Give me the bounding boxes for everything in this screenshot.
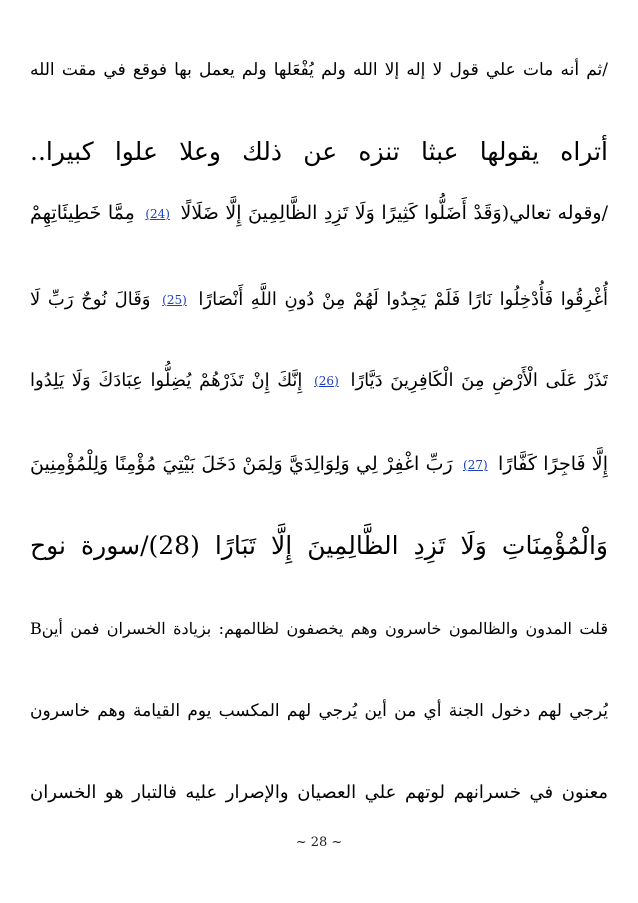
text-line-5 (30, 351, 608, 411)
line-text: Bقلت المدون والظالمون خاسرون وهم يخصفون لظالمهم: بزيادة الخسران فمن أين (30, 619, 608, 638)
line-text-after: رَبِّ اغْفِرْ لِي وَلِوَالِدَيَّ وَلِمَنْ دَخَلَ بَيْتِيَ مُؤْمِنًا وَلِلْمُؤْمِنِينَ (30, 453, 453, 475)
verse-number-link[interactable]: (24) (145, 207, 170, 221)
verse-number-link[interactable]: (25) (162, 293, 187, 307)
line-text-before: إِلَّا فَاجِرًا كَفَّارًا (497, 453, 608, 475)
text-line-8 (30, 599, 608, 659)
text-line-6 (30, 434, 608, 494)
line-text-after: إِنَّكَ إِنْ تَذَرْهُمْ يُضِلُّوا عِبَادَكَ وَلَا يَلِدُوا (30, 370, 303, 391)
line-text-before: تَذَرْ عَلَى الْأَرْضِ مِنَ الْكَافِرِينَ دَيَّارًا (350, 370, 608, 391)
line-text-before: /وقوله تعالي(وَقَدْ أَضَلُّوا كَثِيرًا وَلَا تَزِدِ الظَّالِمِينَ إِلَّا ضَلَالًا (180, 202, 608, 224)
line-text: /ثم أنه مات علي قول لا إله إلا الله ولم يُفْعَلها ولم يعمل بها فوقع في مقت الله (30, 60, 608, 80)
text-line-10 (30, 763, 608, 823)
line-text-before: أُغْرِقُوا فَأُدْخِلُوا نَارًا فَلَمْ يَجِدُوا لَهُمْ مِنْ دُونِ اللَّهِ أَنْصَارًا (198, 289, 608, 310)
page-number: ~ 28 ~ (295, 835, 343, 850)
line-text: معنون في خسرانهم لوتهم علي العصيان والإصرار عليه فالتبار هو الخسران (30, 782, 608, 803)
line-text: أتراه يقولها عبثا تنزه عن ذلك وعلا علوا كبيرا.. (30, 137, 608, 166)
text-line-4 (30, 270, 608, 330)
line-text: وَالْمُؤْمِنَاتِ وَلَا تَزِدِ الظَّالِمِينَ إِلَّا تَبَارًا (28)/سورة نوح (30, 531, 608, 560)
text-line-2 (30, 122, 608, 182)
text-line-9 (30, 681, 608, 741)
verse-number-link[interactable]: (27) (463, 458, 488, 472)
line-text: يُرجي لهم دخول الجنة أي من أين يُرجي لهم المكسب يوم القيامة وهم خاسرون (30, 701, 608, 721)
text-line-3 (30, 183, 608, 243)
text-line-7 (30, 516, 608, 576)
line-text-after: وَقَالَ نُوحٌ رَبِّ لَا (30, 289, 151, 310)
line-text-after: مِمَّا خَطِيئَاتِهِمْ (30, 202, 135, 224)
verse-number-link[interactable]: (26) (314, 374, 339, 388)
text-line-1 (30, 40, 608, 100)
